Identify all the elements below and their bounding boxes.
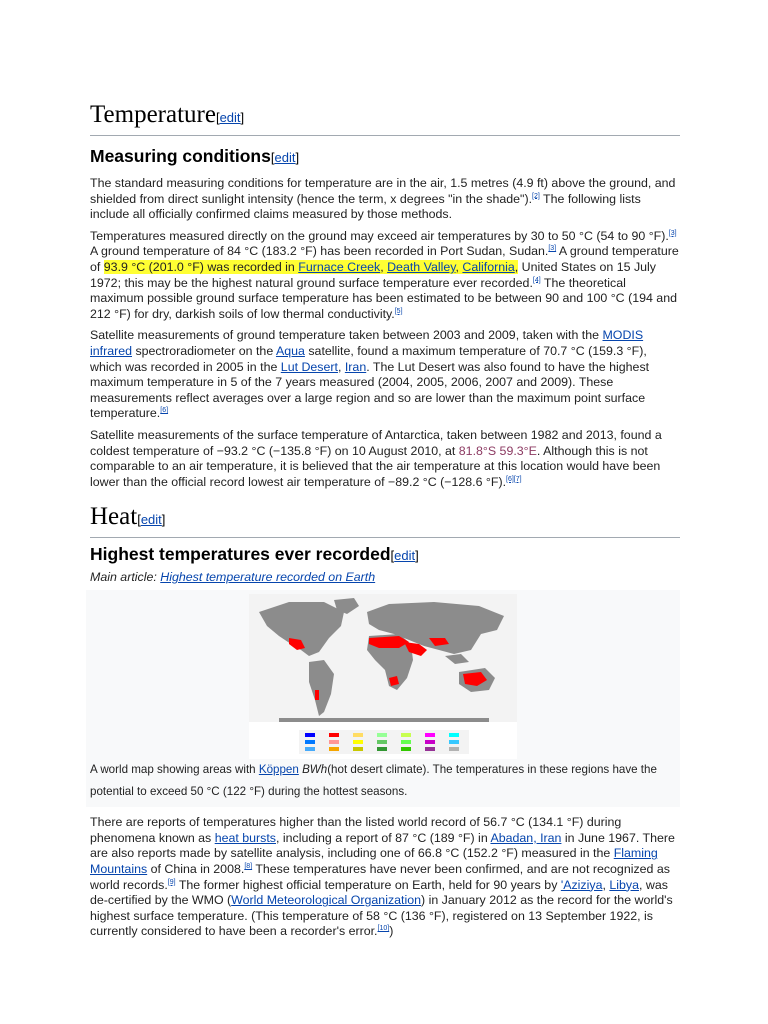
edit-section-temperature: [edit] [215, 110, 245, 125]
text: A ground temperature of [90, 244, 679, 274]
text: , [455, 259, 463, 274]
paragraph-measuring-1 [90, 176, 680, 223]
article-content [90, 100, 680, 946]
text: spectroradiometer on the [132, 343, 276, 358]
text: satellite, found a maximum temperature of 70.7 °C (159.3 °F), which was recorded in 2005 in the [90, 343, 647, 374]
text: The following lists include all officially confirmed claims measured by those methods. [90, 191, 641, 222]
paragraph-measuring-3 [90, 328, 680, 422]
ref-link[interactable]: [8] [244, 862, 253, 870]
link-infrared[interactable]: infrared [90, 343, 133, 358]
ref-link[interactable]: [6] [160, 407, 169, 415]
link-aziziya[interactable]: 'Aziziya [560, 877, 603, 892]
paragraph-measuring-2 [90, 229, 680, 323]
heading-temperature [90, 100, 680, 136]
text: in June 1967. There are also reports made by satellite analysis, including one of 66.8 °C (152.2 °F) measured in the [90, 830, 675, 861]
link-modis[interactable]: MODIS [602, 328, 644, 343]
ref-link[interactable]: [9] [167, 878, 176, 886]
heading-heat-text: Heat [90, 503, 138, 531]
text: Temperatures measured directly on the ground may exceed air temperatures by 30 to 50 °C (54 to 90 °F). [90, 228, 669, 243]
ref [532, 192, 540, 199]
link-wmo[interactable]: World Meteorological Organization [231, 893, 422, 908]
link-lut-desert[interactable]: Lut Desert [280, 359, 338, 374]
map-legend [299, 730, 469, 754]
text: Satellite measurements of ground temperature taken between 2003 and 2009, taken with the [90, 328, 603, 343]
section-temperature [90, 100, 680, 136]
hatnote [90, 570, 680, 584]
text: , [380, 259, 388, 274]
world-map-svg [249, 594, 517, 759]
link-flaming-mountains[interactable]: Flaming Mountains [90, 846, 658, 877]
link-libya[interactable]: Libya [609, 877, 639, 892]
heading-heat [90, 502, 680, 538]
link-main-article[interactable]: Highest temperature recorded on Earth [160, 570, 376, 585]
text: The theoretical maximum possible ground surface temperature has been estimated to be between 90 and 100 °C (194 and 212 °F) for dry, darkish soils of low thermal conductivity. [90, 275, 677, 321]
ref-link[interactable]: [3] [548, 245, 557, 253]
edit-link-heat[interactable]: edit [140, 512, 162, 528]
link-coordinates[interactable]: 81.8°S 59.3°E [458, 443, 537, 458]
link-heat-bursts[interactable]: heat bursts [214, 830, 276, 845]
text: A ground temperature of 84 °C (183.2 °F) has been recorded in Port Sudan, Sudan. [90, 244, 549, 259]
edit-link-highest[interactable]: edit [394, 548, 416, 564]
ref [533, 276, 541, 283]
edit-section-highest: [edit] [390, 548, 419, 564]
ref-link[interactable]: [5] [394, 307, 403, 315]
ref-link[interactable]: [6][7] [506, 475, 522, 483]
world-map-image[interactable] [249, 594, 517, 759]
edit-section-measuring: [edit] [270, 150, 300, 165]
text: of China in 2008. [147, 862, 245, 877]
ref-link[interactable]: [4] [532, 276, 541, 284]
paragraph-highest-1 [90, 815, 680, 940]
link-abadan-iran[interactable]: Abadan, Iran [490, 830, 562, 845]
link-koppen[interactable]: Köppen [258, 763, 299, 777]
heading-measuring-conditions [90, 144, 680, 170]
heading-temperature-text: Temperature [90, 101, 216, 128]
highlighted-text [104, 260, 518, 274]
text: A world map showing areas with [90, 763, 259, 777]
ref-link[interactable]: [2] [532, 192, 540, 200]
link-california[interactable]: California [462, 259, 515, 274]
link-furnace-creek[interactable]: Furnace Creek [298, 259, 381, 274]
heading-highest-text: Highest temperatures ever recorded [90, 544, 391, 565]
text: United States on 15 July 1972; this may be the highest natural ground surface temperature ever recorded. [90, 259, 656, 290]
edit-link-temperature[interactable]: edit [219, 110, 241, 125]
ref [160, 407, 168, 414]
ref [244, 863, 252, 870]
text: , was de-certified by the WMO ( [90, 877, 668, 908]
figure-world-map [86, 590, 680, 807]
text: There are reports of temperatures higher than the listed world record of 56.7 °C (134.1 °F) during phenomena known as [90, 815, 622, 845]
text: , [602, 877, 610, 892]
text: The standard measuring conditions for temperature are in the air, 1.5 metres (4.9 ft) above the ground, and shielded from direct sunlight intensity (hence the term, x degrees "in the shade"). [90, 176, 676, 206]
text: , [337, 359, 345, 374]
text: ) in January 2012 as the record for the world's highest surface temperature. (This temperature of 58 °C (136 °F), registered on 13 September 1922, is currently considered to have been a recorder's error. [90, 893, 673, 939]
ref-link[interactable]: [3] [668, 229, 677, 237]
ref [669, 230, 677, 237]
text: 93.9 °C (201.0 °F) was recorded in [103, 259, 299, 274]
text: These temperatures have never been confirmed, and are not recognized as world records. [90, 862, 670, 892]
text: . The Lut Desert was also found to have the highest maximum temperature in 5 of the 7 years measured (2004, 2005, 2006, 2007 and 2009). These measurements reflect averages over a large region and so are lower than the maximum point surface temperature. [90, 359, 650, 421]
ref [378, 925, 390, 932]
text: The former highest official temperature on Earth, held for 90 years by [175, 877, 561, 892]
edit-section-heat: [edit] [137, 512, 166, 528]
link-iran[interactable]: Iran [344, 359, 367, 374]
link-death-valley[interactable]: Death Valley [387, 259, 456, 274]
heading-highest-temperatures [90, 542, 680, 568]
text: ) [389, 924, 394, 939]
text: . Although this is not comparable to an air temperature, it is believed that the air temperature at this location would have been lower than the official record lowest air temperature of −89.2 °C (−128.6 °F). [90, 443, 661, 489]
figure-caption [86, 759, 680, 803]
text: Main article: [90, 570, 161, 585]
paragraph-measuring-4 [90, 428, 680, 490]
ref [395, 308, 403, 315]
text: , including a report of 87 °C (189 °F) in [276, 830, 491, 845]
link-aqua[interactable]: Aqua [275, 343, 305, 358]
ref-link[interactable]: [10] [377, 925, 390, 933]
text: , [514, 259, 519, 274]
text: (hot desert climate). The temperatures in these regions have the potential to exceed 50 °C (122 °F) during the hottest seasons. [90, 763, 657, 799]
ref [168, 879, 176, 886]
text: Satellite measurements of the surface temperature of Antarctica, taken between 1982 and 2013, found a coldest temperature of −93.2 °C (−135.8 °F) on 10 August 2010, at [90, 427, 662, 458]
caption-italic: BWh [302, 763, 328, 777]
heading-measuring-text: Measuring conditions [90, 146, 271, 166]
edit-link-measuring[interactable]: edit [274, 150, 296, 165]
ref [548, 245, 556, 252]
ref [506, 476, 522, 483]
